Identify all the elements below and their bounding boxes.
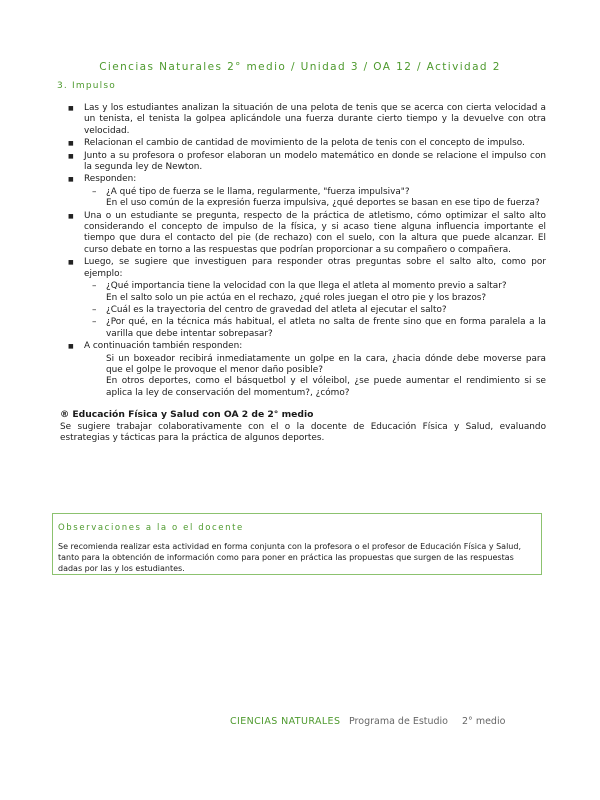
sub-list [84, 281, 546, 340]
page-header: Ciencias Naturales 2° medio / Unidad 3 / OA 12 / Actividad 2 [99, 61, 501, 73]
sub-list [84, 354, 546, 400]
education-crosslink [60, 409, 546, 444]
list-item: ■ Responden: – ¿A qué tipo de fuerza se le llama, regularmente, "fuerza impulsiva"? En el uso común de la expresión fuerza impulsiva, ¿qué deportes se basan en ese tipo de fuerza? [60, 174, 546, 209]
education-title: ® Educación Física y Salud con OA 2 de 2° medio [60, 409, 314, 421]
footer-program: Programa de Estudio [349, 716, 448, 727]
list-item: ■ Junto a su profesora o profesor elaboran un modelo matemático en donde se relacione el impulso con la segunda ley de Newton. [60, 151, 546, 174]
list-item: ■ Relacionan el cambio de cantidad de movimiento de la pelota de tenis con el concepto de impulso. [60, 138, 546, 149]
footer-grade: 2° medio [462, 716, 506, 727]
activity-content [60, 103, 546, 444]
activity-list [60, 103, 546, 399]
education-text: Se sugiere trabajar colaborativamente con el o la docente de Educación Física y Salud, evaluando estrategias y tácticas para la práctica de algunos deportes. [60, 421, 546, 443]
section-label: 3. Impulso [57, 81, 116, 91]
list-item: ■ Una o un estudiante se pregunta, respecto de la práctica de atletismo, cómo optimizar el salto alto considerando el concepto de impulso de la física, y si acaso tiene alguna influencia importante el tiempo que dura el contacto del pie (de rechazo) con el suelo, con la altura que puede alcanzar. El curso debate en torno a las respuestas que podrían proporcionar a su compañero o compañera. [60, 211, 546, 257]
observations-text: Se recomienda realizar esta actividad en forma conjunta con la profesora o el profesor de Educación Física y Salud, tanto para la obtención de información como para poner en práctica las propuestas que surgen de las respuestas dadas por las y los estudiantes. [58, 542, 521, 573]
list-item: ■ Las y los estudiantes analizan la situación de una pelota de tenis que se acerca con cierta velocidad a un tenista, el tenista la golpea aplicándole una fuerza durante cierto tiempo y la devuelve con otra velocidad. [60, 103, 546, 137]
sub-item: Si un boxeador recibirá inmediatamente un golpe en la cara, ¿hacia dónde debe moverse para que el golpe le provoque el menor daño posible? En otros deportes, como el básquetbol y el vóleibol, ¿se puede aumentar el rendimiento si se aplica la ley de conservación del momentum?, ¿cómo? [106, 353, 546, 398]
sub-item: – ¿Cuál es la trayectoria del centro de gravedad del atleta al ejecutar el salto? [84, 305, 546, 316]
footer-subject: CIENCIAS NATURALES [230, 716, 341, 727]
sub-item: – ¿Por qué, en la técnica más habitual, el atleta no salta de frente sino que en forma paralela a la varilla que debe intentar sobrepasar? [84, 317, 546, 340]
list-item: ■ A continuación también responden: Si un boxeador recibirá inmediatamente un golpe en la cara, ¿hacia dónde debe moverse para que el golpe le provoque el menor daño posible? En otros deportes, como el básquetbol y el vóleibol, ¿se puede aumentar el rendimiento si se aplica la ley de conservación del momentum?, ¿cómo? [60, 341, 546, 399]
list-item: ■ Luego, se sugiere que investiguen para responder otras preguntas sobre el salto alto, como por ejemplo: – ¿Qué importancia tiene la velocidad con la que llega el atleta al momento previo a saltar? En el salto solo un pie actúa en el rechazo, ¿qué roles juegan el otro pie y los brazos? – ¿Cuál es la trayectoria del centro de gravedad del atleta al ejecutar el salto? – ¿Por qué, en la técnica más habitual, el atleta no salta de frente sino que en forma paralela a la varilla que debe intentar sobrepasar? [60, 257, 546, 340]
sub-list [84, 187, 546, 210]
sub-item: – ¿A qué tipo de fuerza se le llama, regularmente, "fuerza impulsiva"? En el uso común de la expresión fuerza impulsiva, ¿qué deportes se basan en ese tipo de fuerza? [84, 187, 546, 210]
observations-title: Observaciones a la o el docente [58, 523, 244, 533]
sub-item: – ¿Qué importancia tiene la velocidad con la que llega el atleta al momento previo a saltar? En el salto solo un pie actúa en el rechazo, ¿qué roles juegan el otro pie y los brazos? [84, 281, 546, 304]
